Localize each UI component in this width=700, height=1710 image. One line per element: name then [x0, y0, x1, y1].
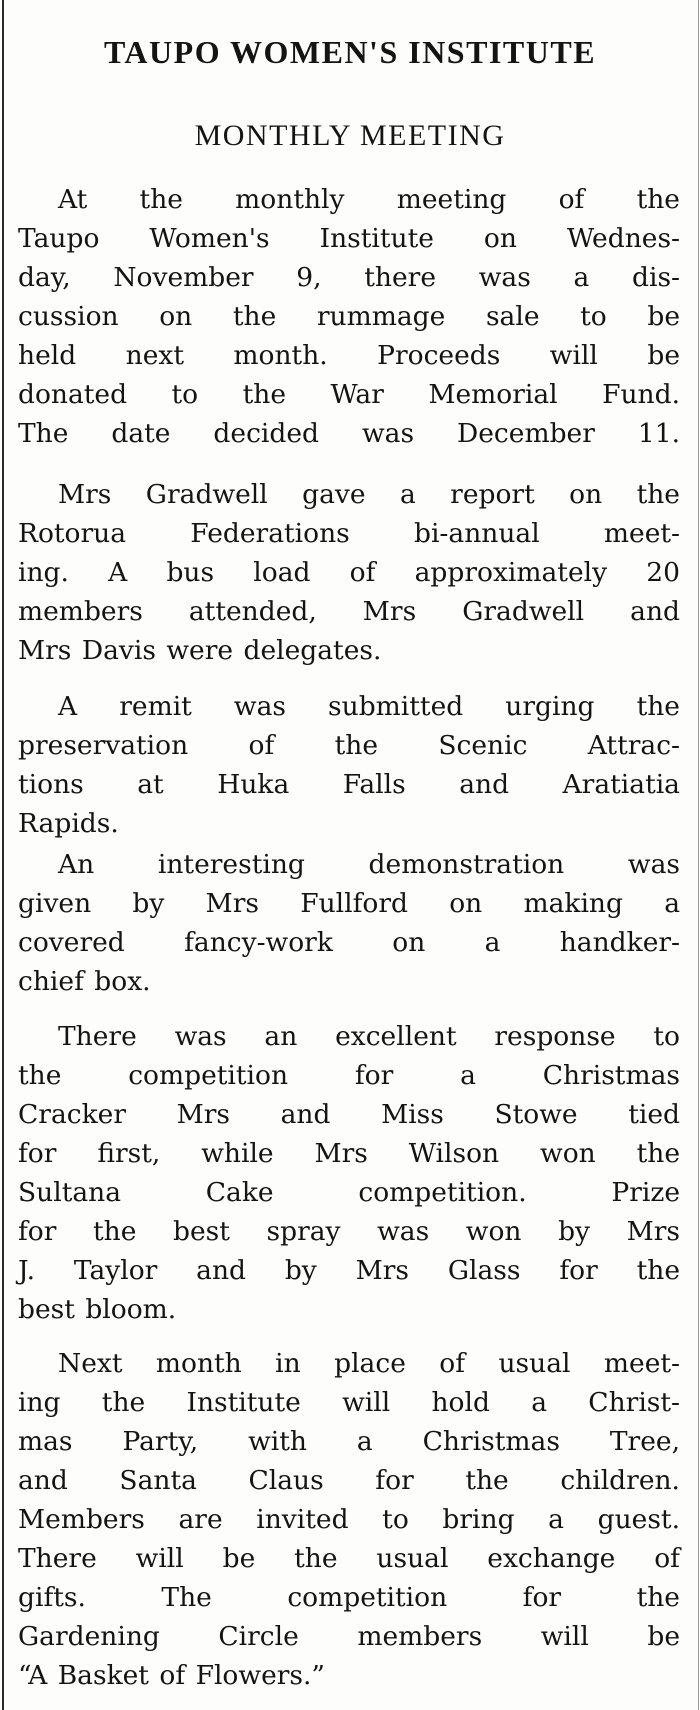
article-paragraph-5: [18, 1017, 680, 1329]
article-paragraph-3: [18, 687, 680, 843]
text-line: Rotorua Federations bi-annual meet-: [18, 518, 680, 549]
text-line: At the monthly meeting of the: [58, 184, 680, 215]
text-line: best bloom.: [18, 1294, 177, 1325]
text-line: covered fancy-work on a handker-: [18, 927, 680, 958]
text-line: cussion on the rummage sale to be: [18, 301, 680, 332]
column-rule-right: [698, 0, 699, 1710]
text-line: donated to the War Memorial Fund.: [18, 379, 680, 410]
headline: TAUPO WOMEN'S INSTITUTE: [103, 34, 597, 70]
text-line: ing the Institute will hold a Christ-: [18, 1387, 680, 1418]
article-paragraph-6: [18, 1344, 680, 1695]
column-rule-left: [2, 0, 4, 1710]
text-line: held next month. Proceeds will be: [18, 340, 680, 371]
text-line: Cracker Mrs and Miss Stowe tied: [18, 1099, 680, 1130]
text-line: Gardening Circle members will be: [18, 1621, 680, 1652]
text-line: tions at Huka Falls and Aratiatia: [18, 769, 680, 800]
text-line: day, November 9, there was a dis-: [18, 262, 680, 293]
text-line: members attended, Mrs Gradwell and: [18, 596, 680, 627]
text-line: The date decided was December 11.: [18, 418, 680, 449]
text-line: mas Party, with a Christmas Tree,: [18, 1426, 680, 1457]
text-line: the competition for a Christmas: [18, 1060, 680, 1091]
text-line: preservation of the Scenic Attrac-: [18, 730, 680, 761]
text-line: An interesting demonstration was: [58, 849, 680, 880]
article-paragraph-2: [18, 475, 680, 670]
text-line: J. Taylor and by Mrs Glass for the: [18, 1255, 680, 1286]
text-line: ing. A bus load of approximately 20: [18, 557, 680, 588]
text-line: Members are invited to bring a guest.: [18, 1504, 680, 1535]
text-line: Sultana Cake competition. Prize: [18, 1177, 680, 1208]
text-line: for first, while Mrs Wilson won the: [18, 1138, 680, 1169]
article-paragraph-1: [18, 180, 680, 453]
article-paragraph-4: [18, 845, 680, 1001]
text-line: There will be the usual exchange of: [18, 1543, 680, 1574]
text-line: Taupo Women's Institute on Wednes-: [18, 223, 680, 254]
text-line: given by Mrs Fullford on making a: [18, 888, 680, 919]
text-line: There was an excellent response to: [58, 1021, 680, 1052]
text-line: Mrs Gradwell gave a report on the: [58, 479, 680, 510]
text-line: Next month in place of usual meet-: [58, 1348, 680, 1379]
text-line: and Santa Claus for the children.: [18, 1465, 680, 1496]
text-line: Mrs Davis were delegates.: [18, 635, 382, 666]
subheadline: MONTHLY MEETING: [194, 119, 506, 152]
text-line: for the best spray was won by Mrs: [18, 1216, 680, 1247]
text-line: gifts. The competition for the: [18, 1582, 680, 1613]
text-line: “A Basket of Flowers.”: [18, 1660, 325, 1691]
text-line: chief box.: [18, 966, 151, 997]
text-line: Rapids.: [18, 808, 119, 839]
text-line: A remit was submitted urging the: [58, 691, 680, 722]
